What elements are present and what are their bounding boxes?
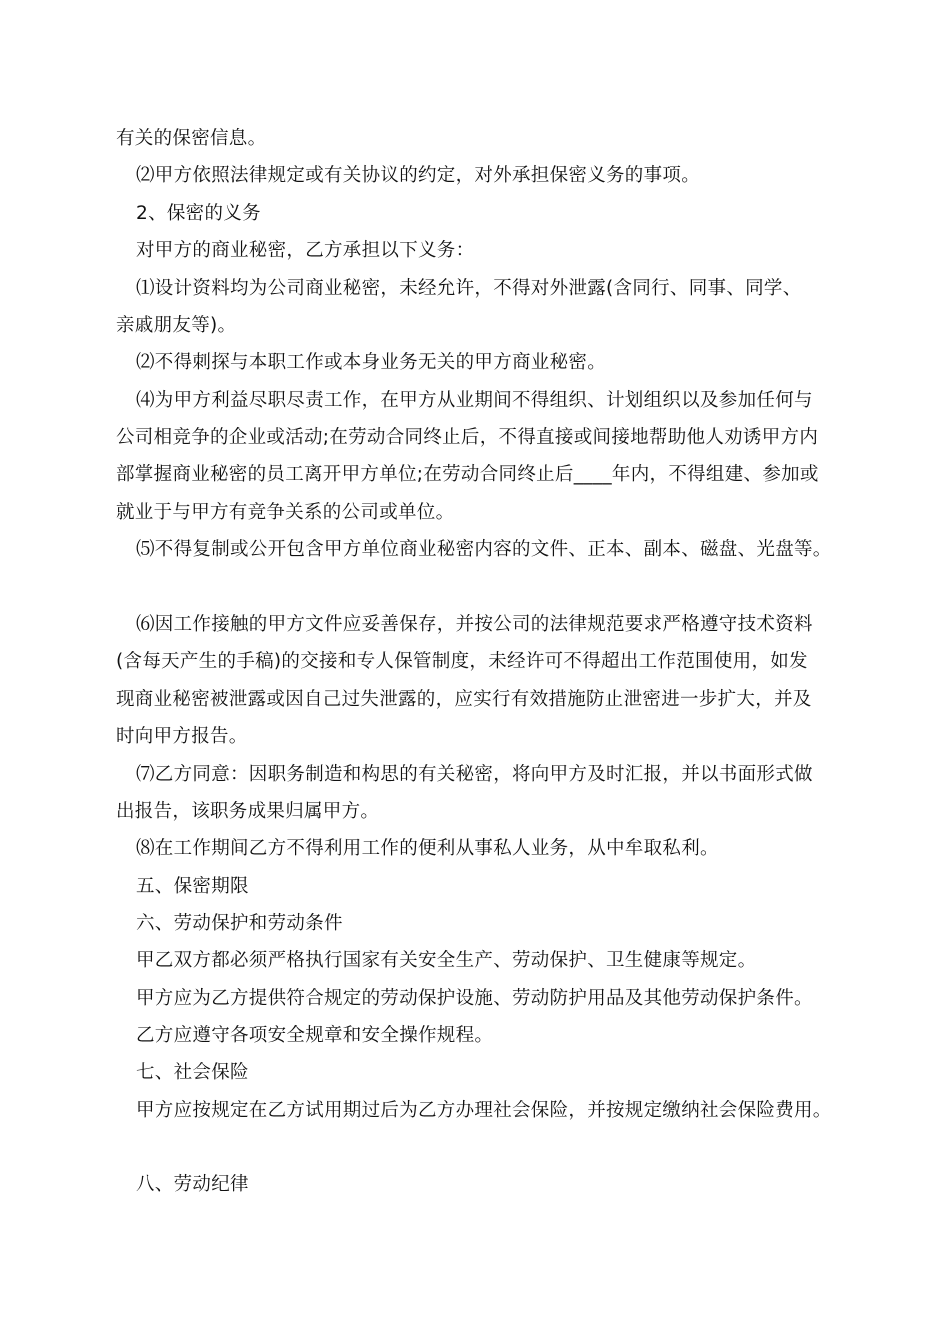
text-line: 乙方应遵守各项安全规章和安全操作规程。 — [136, 1025, 494, 1046]
text-line: 甲乙双方都必须严格执行国家有关安全生产、劳动保护、卫生健康等规定。 — [136, 950, 757, 971]
text-line: (含每天产生的手稿)的交接和专人保管制度，未经许可不得超出工作范围使用，如发 — [116, 651, 808, 672]
text-line: ⑻在工作期间乙方不得利用工作的便利从事私人业务，从中牟取私利。 — [136, 838, 719, 859]
text-line: 现商业秘密被泄露或因自己过失泄露的，应实行有效措施防止泄密进一步扩大，并及 — [116, 689, 812, 710]
section-heading: 八、劳动纪律 — [136, 1174, 249, 1195]
text-line: ⑴设计资料均为公司商业秘密，未经允许，不得对外泄露(含同行、同事、同学、 — [136, 278, 802, 299]
section-heading: 2、保密的义务 — [136, 203, 261, 224]
text-line: ⑸不得复制或公开包含甲方单位商业秘密内容的文件、正本、副本、磁盘、光盘等。 — [136, 539, 832, 560]
text-line: 亲戚朋友等)。 — [116, 315, 237, 336]
section-heading: 五、保密期限 — [136, 876, 249, 897]
text-line: 就业于与甲方有竞争关系的公司或单位。 — [116, 502, 455, 523]
text-line: ⑺乙方同意：因职务制造和构思的有关秘密，将向甲方及时汇报，并以书面形式做 — [136, 764, 813, 785]
section-heading: 六、劳动保护和劳动条件 — [136, 913, 343, 934]
section-heading: 七、社会保险 — [136, 1062, 249, 1083]
text-line: 时向甲方报告。 — [116, 726, 248, 747]
text-line: ⑷为甲方利益尽职尽责工作，在甲方从业期间不得组织、计划组织以及参加任何与 — [136, 390, 813, 411]
text-line: ⑵甲方依照法律规定或有关协议的约定，对外承担保密义务的事项。 — [136, 165, 701, 186]
text-line: 公司相竞争的企业或活动;在劳动合同终止后，不得直接或间接地帮助他人劝诱甲方内 — [116, 427, 819, 448]
text-line: ⑵不得刺探与本职工作或本身业务无关的甲方商业秘密。 — [136, 352, 607, 373]
text-line: 甲方应为乙方提供符合规定的劳动保护设施、劳动防护用品及其他劳动保护条件。 — [136, 988, 813, 1009]
text-line: 有关的保密信息。 — [116, 128, 267, 149]
text-line: 甲方应按规定在乙方试用期过后为乙方办理社会保险，并按规定缴纳社会保险费用。 — [136, 1100, 832, 1121]
text-line: 出报告，该职务成果归属甲方。 — [116, 801, 380, 822]
text-line: 部掌握商业秘密的员工离开甲方单位;在劳动合同终止后____年内，不得组建、参加或 — [116, 464, 819, 485]
text-line: 对甲方的商业秘密，乙方承担以下义务： — [136, 240, 475, 261]
text-line: ⑹因工作接触的甲方文件应妥善保存，并按公司的法律规范要求严格遵守技术资料 — [136, 614, 813, 635]
